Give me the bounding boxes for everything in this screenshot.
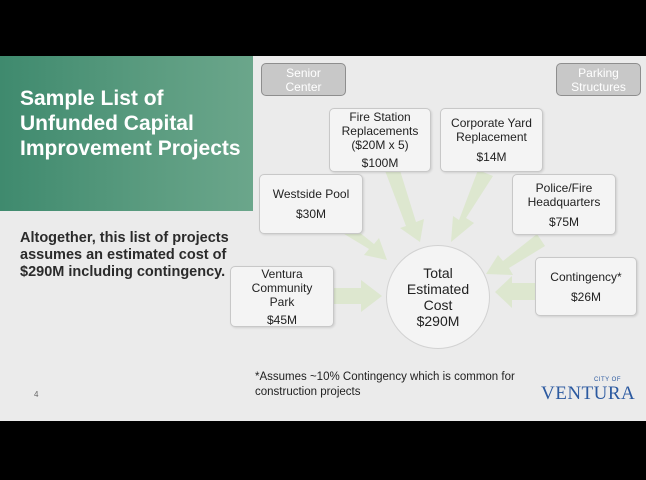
project-fire-station bbox=[329, 108, 431, 172]
arrow-contingency bbox=[495, 276, 537, 308]
logo-ventura: VENTURA bbox=[541, 383, 636, 404]
project-name-line: ($20M x 5) bbox=[351, 138, 409, 152]
footnote-line: construction projects bbox=[255, 386, 361, 398]
project-name-line: Park bbox=[269, 294, 295, 309]
parking-line-2: Structures bbox=[571, 79, 626, 94]
summary-text: Altogether, this list of projects assumes an estimated cost of $290M including contingency. bbox=[20, 230, 229, 280]
arrow-fire bbox=[384, 164, 424, 242]
project-contingency bbox=[535, 257, 637, 316]
senior-line-1: Senior bbox=[286, 65, 321, 80]
project-name-line: Replacements bbox=[341, 124, 419, 138]
project-westside-pool bbox=[259, 174, 363, 234]
total-label-line: Total bbox=[423, 265, 453, 281]
project-name-line: Fire Station bbox=[349, 110, 411, 124]
arrow-corp bbox=[451, 170, 493, 242]
total-cost-circle bbox=[386, 245, 490, 349]
project-amount: $75M bbox=[548, 214, 580, 229]
slide bbox=[0, 56, 646, 421]
project-name-line: Contingency* bbox=[550, 269, 622, 284]
total-label-line: Estimated bbox=[406, 281, 470, 297]
project-corporate-yard bbox=[440, 108, 543, 172]
project-name-line: Police/Fire bbox=[535, 180, 593, 195]
total-amount: $290M bbox=[416, 313, 460, 329]
project-amount: $30M bbox=[295, 207, 327, 221]
project-amount: $26M bbox=[570, 289, 602, 304]
total-label-line: Cost bbox=[423, 297, 453, 313]
project-community-park bbox=[230, 266, 334, 327]
project-name-line: Replacement bbox=[456, 130, 527, 144]
senior-line-2: Center bbox=[285, 79, 322, 94]
logo-city-of: CITY OF bbox=[593, 377, 621, 383]
project-amount: $100M bbox=[361, 156, 399, 170]
footnote-line: *Assumes ~10% Contingency which is common for bbox=[255, 371, 515, 383]
project-name-line: Westside Pool bbox=[272, 187, 350, 201]
project-name-line: Corporate Yard bbox=[451, 116, 532, 130]
city-of-ventura-logo bbox=[541, 377, 636, 405]
project-name-line: Headquarters bbox=[527, 194, 601, 209]
slide-number: 4 bbox=[34, 390, 39, 399]
footnote bbox=[255, 370, 575, 400]
project-police-fire-hq bbox=[512, 174, 616, 235]
project-name-line: Community bbox=[251, 280, 313, 295]
parking-line-1: Parking bbox=[578, 65, 619, 80]
arrow-park bbox=[333, 280, 382, 312]
senior-center-box bbox=[261, 63, 346, 96]
project-name-line: Ventura bbox=[261, 266, 303, 281]
arrows-layer bbox=[0, 56, 646, 421]
project-amount: $14M bbox=[476, 150, 507, 164]
project-amount: $45M bbox=[266, 312, 298, 327]
slide-title: Sample List of Unfunded Capital Improvement Projects bbox=[20, 87, 241, 160]
parking-structures-box bbox=[556, 63, 641, 96]
